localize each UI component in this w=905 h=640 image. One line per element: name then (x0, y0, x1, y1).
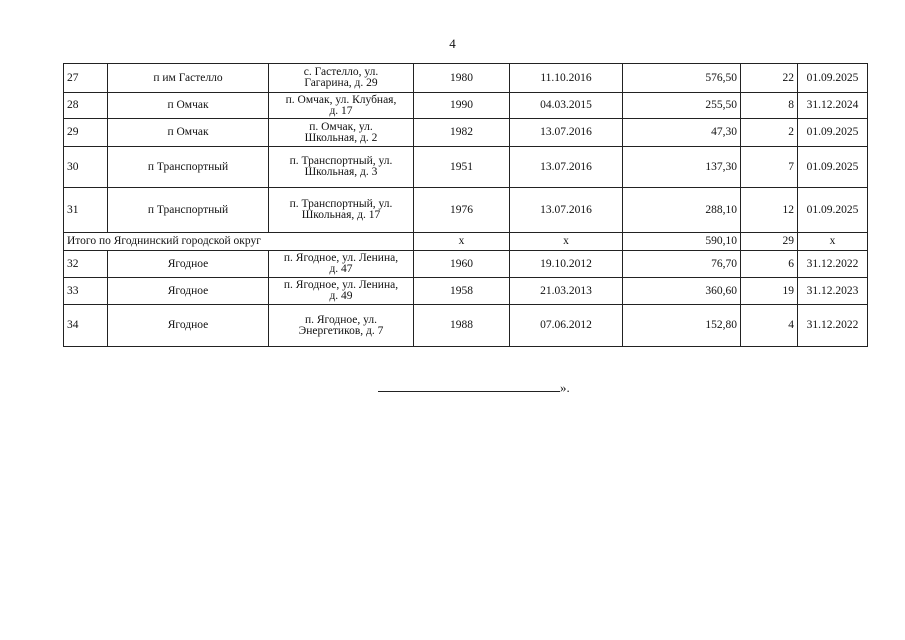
address-line-2: Школьная, д. 17 (301, 209, 381, 221)
recognition-date: 13.07.2016 (510, 188, 623, 233)
table-row (64, 251, 868, 278)
address-line-1: п. Транспортный, ул. (289, 155, 393, 167)
address-line-1: п. Омчак, ул. Клубная, (285, 93, 397, 106)
recognition-date: 19.10.2012 (510, 251, 623, 278)
row-number: 30 (64, 147, 108, 188)
settlement-name: п Транспортный (108, 147, 269, 188)
build-year: 1980 (414, 64, 510, 93)
table-row (64, 278, 868, 305)
address (269, 251, 414, 278)
resettlement-deadline: 31.12.2022 (798, 305, 868, 347)
address-line-2: д. 49 (329, 290, 353, 302)
area: 152,80 (623, 305, 741, 347)
area: 360,60 (623, 278, 741, 305)
resettlement-deadline: 31.12.2024 (798, 93, 868, 119)
total-label: Итого по Ягоднинский городской округ (64, 233, 414, 251)
row-number: 34 (64, 305, 108, 347)
build-year: 1988 (414, 305, 510, 347)
recognition-date: 04.03.2015 (510, 93, 623, 119)
address-line-2: Школьная, д. 3 (304, 166, 378, 178)
build-year: 1960 (414, 251, 510, 278)
address-line-1: с. Гастелло, ул. (303, 66, 379, 78)
residents-count: 2 (741, 119, 798, 147)
address-line-1: п. Ягодное, ул. Ленина, (283, 252, 399, 264)
total-count: 29 (741, 233, 798, 251)
resettlement-deadline: 01.09.2025 (798, 188, 868, 233)
build-year: 1990 (414, 93, 510, 119)
row-number: 32 (64, 251, 108, 278)
table-row (64, 93, 868, 119)
recognition-date: 13.07.2016 (510, 119, 623, 147)
recognition-date: 21.03.2013 (510, 278, 623, 305)
housing-registry-table (63, 63, 868, 347)
residents-count: 8 (741, 93, 798, 119)
table-row (64, 305, 868, 347)
address-line-1: п. Транспортный, ул. (289, 198, 393, 210)
row-number: 33 (64, 278, 108, 305)
address (269, 278, 414, 305)
address (269, 93, 414, 119)
resettlement-deadline: 31.12.2022 (798, 251, 868, 278)
address (269, 188, 414, 233)
settlement-name: п им Гастелло (108, 64, 269, 93)
residents-count: 19 (741, 278, 798, 305)
address (269, 147, 414, 188)
area: 76,70 (623, 251, 741, 278)
build-year: 1951 (414, 147, 510, 188)
address-line-1: п. Ягодное, ул. Ленина, (283, 279, 399, 291)
row-number: 29 (64, 119, 108, 147)
area: 137,30 (623, 147, 741, 188)
settlement-name: Ягодное (108, 305, 269, 347)
table-row (64, 64, 868, 93)
address (269, 305, 414, 347)
residents-count: 22 (741, 64, 798, 93)
build-year: 1982 (414, 119, 510, 147)
recognition-date: 11.10.2016 (510, 64, 623, 93)
residents-count: 7 (741, 147, 798, 188)
closing-mark: ». (560, 380, 570, 395)
settlement-name: п Транспортный (108, 188, 269, 233)
table-row (64, 119, 868, 147)
area: 576,50 (623, 64, 741, 93)
address (269, 119, 414, 147)
build-year: 1958 (414, 278, 510, 305)
address (269, 64, 414, 93)
residents-count: 6 (741, 251, 798, 278)
address-line-2: д. 17 (329, 104, 353, 117)
settlement-name: Ягодное (108, 251, 269, 278)
settlement-name: п Омчак (108, 93, 269, 119)
address-line-2: Энергетиков, д. 7 (298, 324, 384, 337)
address-line-1: п. Омчак, ул. (309, 120, 373, 133)
signature-rule (378, 381, 560, 392)
total-year: х (414, 233, 510, 251)
resettlement-deadline: 01.09.2025 (798, 147, 868, 188)
resettlement-deadline: 31.12.2023 (798, 278, 868, 305)
settlement-name: Ягодное (108, 278, 269, 305)
page-number: 4 (449, 36, 456, 51)
row-number: 28 (64, 93, 108, 119)
total-row (64, 233, 868, 251)
area: 255,50 (623, 93, 741, 119)
total-area: 590,10 (623, 233, 741, 251)
address-line-2: д. 47 (329, 263, 353, 275)
table-row (64, 188, 868, 233)
row-number: 27 (64, 64, 108, 93)
closing-line (378, 380, 570, 396)
total-deadline: х (798, 233, 868, 251)
address-line-2: Гагарина, д. 29 (304, 77, 378, 89)
settlement-name: п Омчак (108, 119, 269, 147)
area: 47,30 (623, 119, 741, 147)
resettlement-deadline: 01.09.2025 (798, 64, 868, 93)
row-number: 31 (64, 188, 108, 233)
recognition-date: 07.06.2012 (510, 305, 623, 347)
residents-count: 4 (741, 305, 798, 347)
build-year: 1976 (414, 188, 510, 233)
address-line-1: п. Ягодное, ул. (304, 313, 378, 326)
address-line-2: Школьная, д. 2 (304, 131, 378, 144)
recognition-date: 13.07.2016 (510, 147, 623, 188)
residents-count: 12 (741, 188, 798, 233)
table-row (64, 147, 868, 188)
area: 288,10 (623, 188, 741, 233)
total-date: х (510, 233, 623, 251)
resettlement-deadline: 01.09.2025 (798, 119, 868, 147)
